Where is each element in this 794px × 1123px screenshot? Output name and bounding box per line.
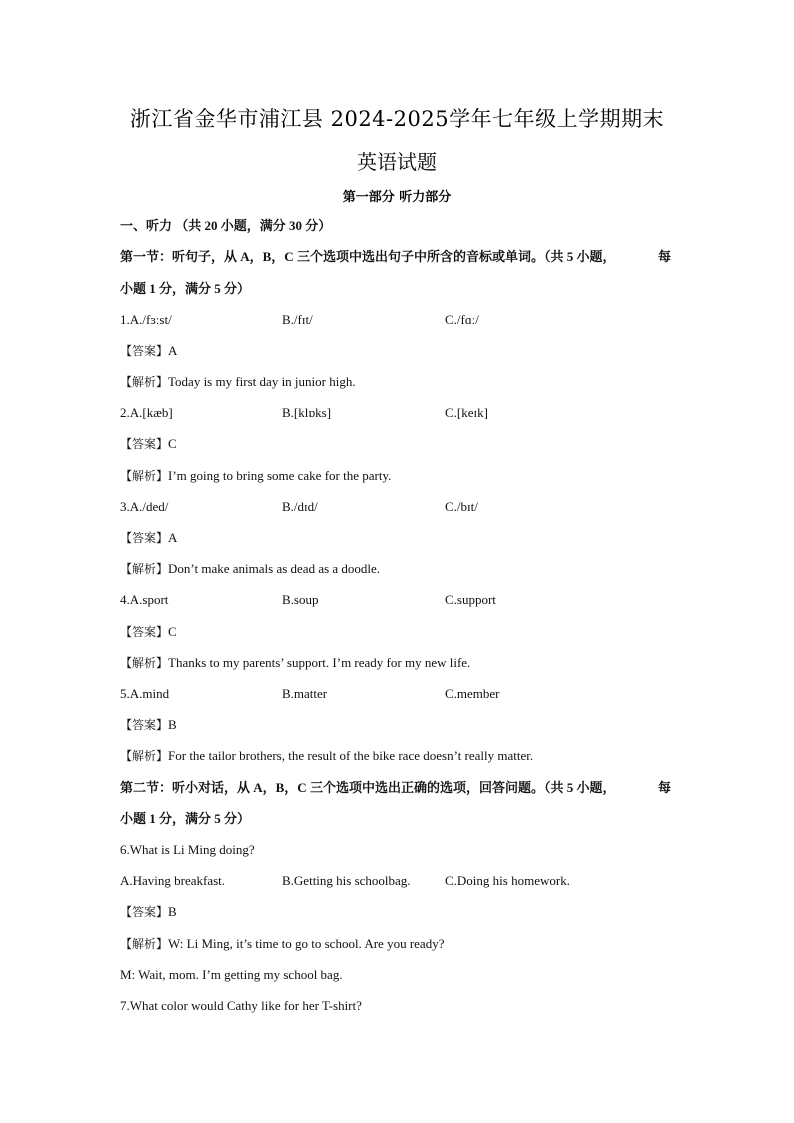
instructions-wrap: 每 — [657, 780, 671, 795]
question-text: 6.What is Li Ming doing? — [120, 842, 255, 857]
option-c: C./fɑː/ — [445, 312, 479, 327]
answer-label: 【答案】 — [120, 531, 169, 545]
analysis-text: Don’t make animals as dead as a doodle. — [168, 561, 381, 576]
option-c: C.Doing his homework. — [445, 873, 570, 888]
option-a: 5.A.mind — [120, 686, 170, 701]
answer-label: 【答案】 — [120, 905, 169, 919]
answer-value: B — [168, 717, 177, 732]
answer-value: C — [168, 624, 177, 639]
analysis-text: For the tailor brothers, the result of the bike race doesn’t really matter. — [168, 748, 534, 763]
option-c: C.[keɪk] — [445, 405, 488, 420]
analysis-label: 【解析】 — [120, 375, 169, 389]
answer-line — [120, 530, 177, 546]
option-b: B.[klɒks] — [282, 405, 332, 420]
analysis-text: I’m going to bring some cake for the party. — [168, 468, 392, 483]
answer-label: 【答案】 — [120, 437, 169, 451]
analysis-label: 【解析】 — [120, 562, 169, 576]
answer-label: 【答案】 — [120, 625, 169, 639]
analysis-label: 【解析】 — [120, 937, 169, 951]
analysis-line — [120, 468, 391, 484]
exam-title: 浙江省金华市浦江县 2024-2025学年七年级上学期期末 — [129, 107, 665, 131]
option-a: 4.A.sport — [120, 592, 169, 607]
option-b: B.soup — [282, 592, 319, 607]
section2-instructions-line1 — [120, 780, 671, 796]
analysis-line — [120, 655, 470, 671]
analysis-text: Thanks to my parents’ support. I’m ready for my new life. — [168, 655, 471, 670]
option-a: 3.A./ded/ — [120, 499, 169, 514]
answer-label: 【答案】 — [120, 344, 169, 358]
section1-instructions-line2: 小题 1 分，满分 5 分） — [120, 281, 251, 296]
option-b: B./fɪt/ — [282, 312, 313, 327]
option-b: B.matter — [282, 686, 328, 701]
answer-value: A — [168, 530, 178, 545]
option-c: C.member — [445, 686, 500, 701]
answer-value: B — [168, 904, 177, 919]
analysis-continuation: M: Wait, mom. I’m getting my school bag. — [120, 967, 343, 982]
part-heading: 第一部分 听力部分 — [342, 190, 452, 205]
section-heading: 一、听力 （共 20 小题，满分 30 分） — [120, 218, 332, 233]
option-a: 1.A./fɜːst/ — [120, 312, 172, 327]
option-b: B.Getting his schoolbag. — [282, 873, 411, 888]
answer-value: C — [168, 436, 177, 451]
instructions-text: 第一节：听句子，从 A，B，C 三个选项中选出句子中所含的音标或单词。（共 5 小题， — [120, 249, 616, 264]
question-text: 7.What color would Cathy like for her T-shirt? — [120, 998, 362, 1013]
option-b: B./dɪd/ — [282, 499, 318, 514]
answer-line — [120, 436, 177, 452]
analysis-line — [120, 936, 444, 952]
option-c: C./bɪt/ — [445, 499, 478, 514]
section1-instructions-line1 — [120, 249, 671, 265]
instructions-text: 第二节：听小对话，从 A，B，C 三个选项中选出正确的选项，回答问题。（共 5 小题， — [120, 780, 616, 795]
answer-line — [120, 624, 177, 640]
instructions-wrap: 每 — [657, 249, 671, 264]
answer-line — [120, 343, 177, 359]
answer-line — [120, 717, 177, 733]
answer-value: A — [168, 343, 178, 358]
analysis-line — [120, 748, 533, 764]
analysis-line — [120, 561, 380, 577]
analysis-text: W: Li Ming, it’s time to go to school. Are you ready? — [168, 936, 445, 951]
option-a: 2.A.[kæb] — [120, 405, 173, 420]
analysis-label: 【解析】 — [120, 469, 169, 483]
answer-label: 【答案】 — [120, 718, 169, 732]
analysis-line — [120, 374, 356, 390]
analysis-text: Today is my first day in junior high. — [168, 374, 356, 389]
analysis-label: 【解析】 — [120, 656, 169, 670]
analysis-label: 【解析】 — [120, 749, 169, 763]
exam-subtitle: 英语试题 — [357, 150, 437, 174]
answer-line — [120, 904, 177, 920]
option-a: A.Having breakfast. — [120, 873, 226, 888]
option-c: C.support — [445, 592, 496, 607]
section2-instructions-line2: 小题 1 分，满分 5 分） — [120, 811, 251, 826]
